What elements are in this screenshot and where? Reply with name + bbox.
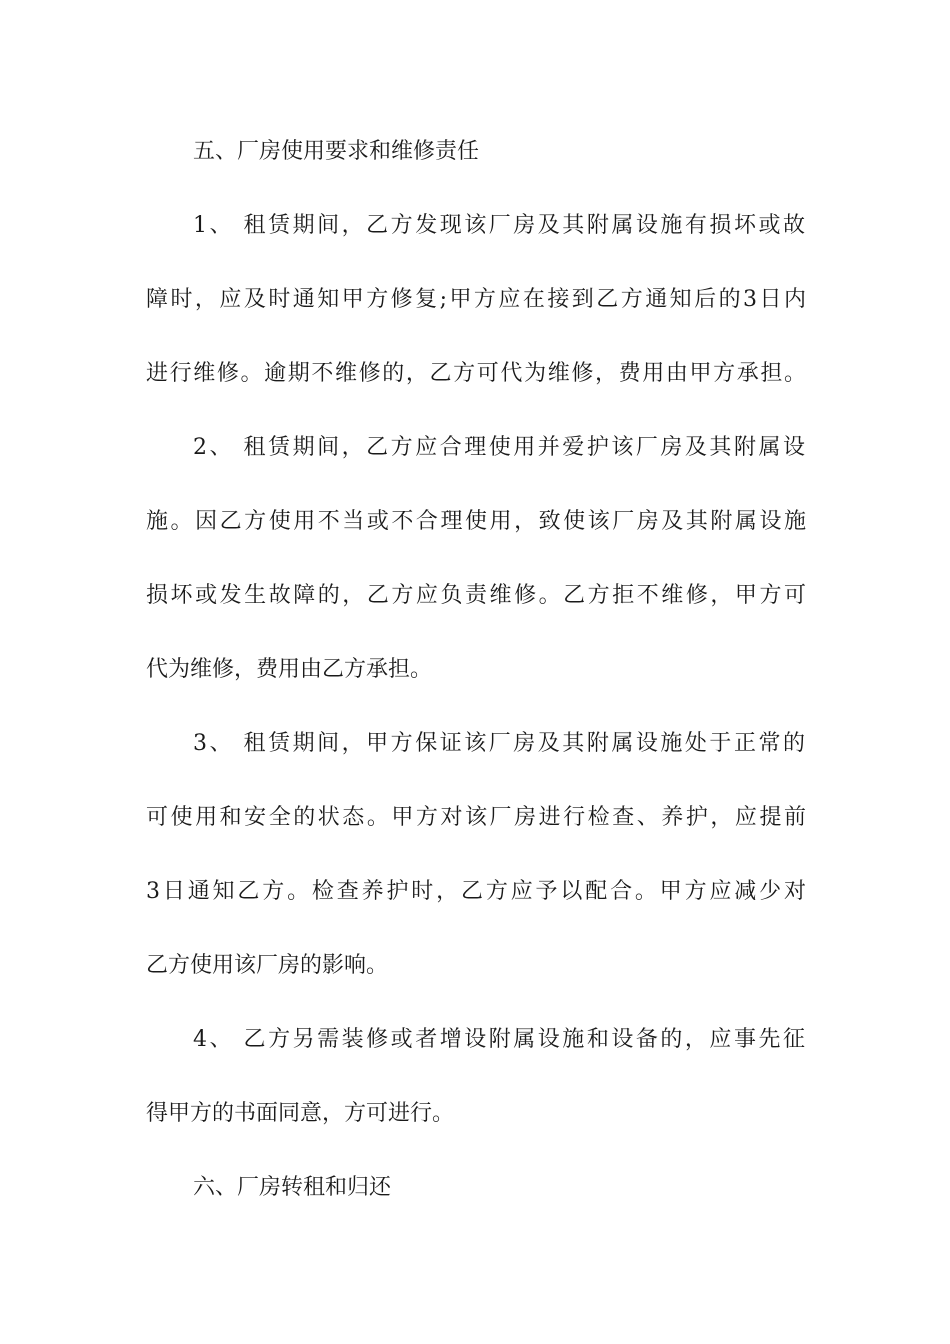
section-heading-5: 五、厂房使用要求和维修责任 <box>193 139 480 164</box>
paragraph-line: 1、 租赁期间，乙方发现该厂房及其附属设施有损坏或故 <box>193 213 805 238</box>
paragraph-line: 3、 租赁期间，甲方保证该厂房及其附属设施处于正常的 <box>193 731 805 756</box>
paragraph-line: 施。因乙方使用不当或不合理使用，致使该厂房及其附属设施 <box>146 509 806 534</box>
paragraph-line: 进行维修。逾期不维修的，乙方可代为维修，费用由甲方承担。 <box>146 361 806 386</box>
paragraph-line: 损坏或发生故障的，乙方应负责维修。乙方拒不维修，甲方可 <box>146 583 806 608</box>
paragraph-line: 4、 乙方另需装修或者增设附属设施和设备的，应事先征 <box>193 1027 805 1052</box>
paragraph-line: 3日通知乙方。检查养护时，乙方应予以配合。甲方应减少对 <box>146 879 806 904</box>
section-heading-6: 六、厂房转租和归还 <box>193 1175 392 1200</box>
paragraph-line: 乙方使用该厂房的影响。 <box>146 953 389 978</box>
paragraph-line: 障时，应及时通知甲方修复;甲方应在接到乙方通知后的3日内 <box>146 287 806 312</box>
paragraph-line: 代为维修，费用由乙方承担。 <box>146 657 433 682</box>
paragraph-line: 可使用和安全的状态。甲方对该厂房进行检查、养护，应提前 <box>146 805 806 830</box>
paragraph-line: 2、 租赁期间，乙方应合理使用并爱护该厂房及其附属设 <box>193 435 805 460</box>
paragraph-line: 得甲方的书面同意，方可进行。 <box>146 1101 455 1126</box>
